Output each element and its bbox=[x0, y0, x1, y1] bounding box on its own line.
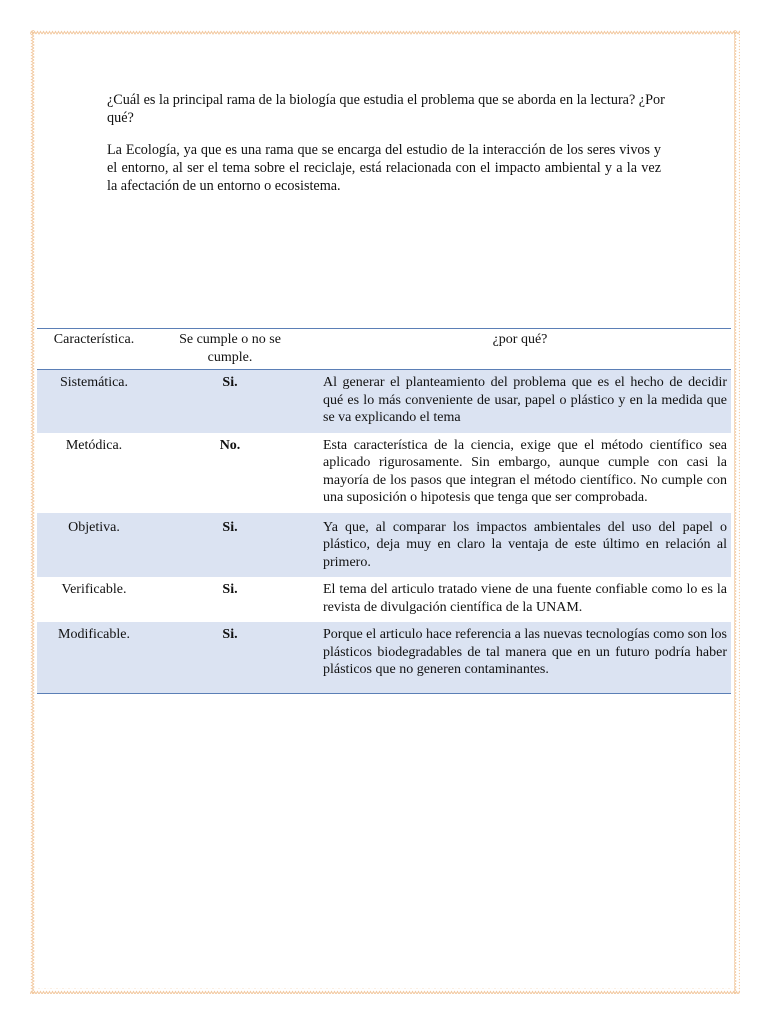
row-reason: Al generar el planteamiento del problema que es el hecho de decidir qué es lo más conveniente de usar, papel o plástico y en la medida que se va explicando el tema bbox=[309, 370, 731, 433]
row-meets: No. bbox=[219, 437, 241, 453]
row-reason: Esta característica de la ciencia, exige que el método científico sea aplicado rigurosamente. Sin embargo, aunque cumple con casi la mayoría de los pasos que integran el método científico. No cumple con una suposición o hipotesis que tenga que ser comprobada. bbox=[323, 437, 727, 505]
table-row bbox=[37, 433, 731, 513]
characteristics-table bbox=[37, 328, 731, 694]
table-row bbox=[37, 370, 731, 433]
row-reason: El tema del articulo tratado viene de una fuente confiable como lo es la revista de divulgación científica de la UNAM. bbox=[323, 582, 727, 615]
table-row bbox=[37, 577, 731, 622]
row-characteristic: Verificable. bbox=[61, 582, 127, 597]
table-header-row bbox=[37, 329, 731, 370]
row-meets: Si. bbox=[222, 582, 238, 597]
row-meets: Si. bbox=[151, 622, 309, 693]
row-characteristic: Sistemática. bbox=[37, 370, 151, 433]
question-text: ¿Cuál es la principal rama de la biología que estudia el problema que se aborda en la lectura? ¿Por qué? bbox=[107, 92, 665, 126]
row-reason: Ya que, al comparar los impactos ambientales del uso del papel o plástico, deja muy en claro la ventaja de este último en relación al primero. bbox=[309, 513, 731, 578]
table-row bbox=[37, 622, 731, 693]
table-row bbox=[37, 513, 731, 578]
row-reason: Porque el articulo hace referencia a las nuevas tecnologías como son los plásticos biodegradables de tal manera que en un futuro podría haber plásticos que no generen contaminantes. bbox=[309, 622, 731, 693]
answer-text: La Ecología, ya que es una rama que se encarga del estudio de la interacción de los seres vivos y el entorno, al ser el tema sobre el reciclaje, está relacionada con el impacto ambiental y a la vez la afectación de un entorno o ecosistema. bbox=[107, 142, 661, 194]
row-characteristic: Objetiva. bbox=[37, 513, 151, 578]
header-characteristic: Característica. bbox=[37, 329, 151, 370]
header-meets: Se cumple o no se cumple. bbox=[151, 329, 309, 370]
header-reason: ¿por qué? bbox=[309, 329, 731, 370]
row-meets: Si. bbox=[151, 513, 309, 578]
row-characteristic: Metódica. bbox=[65, 437, 123, 453]
row-meets: Si. bbox=[151, 370, 309, 433]
row-characteristic: Modificable. bbox=[37, 622, 151, 693]
